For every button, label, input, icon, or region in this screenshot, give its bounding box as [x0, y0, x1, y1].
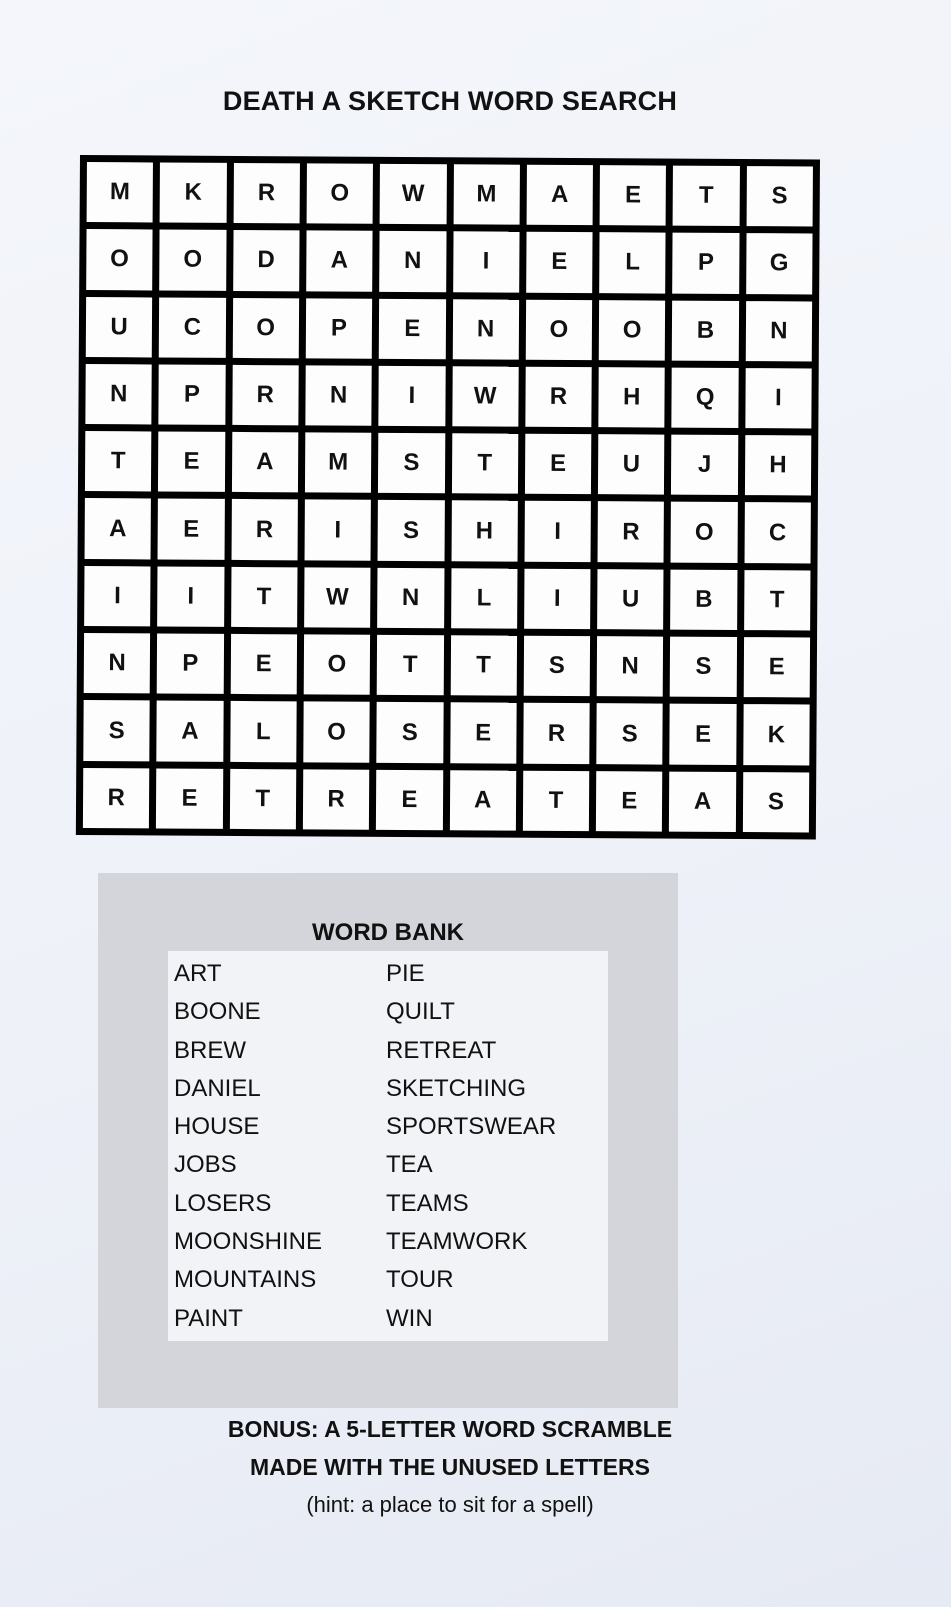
grid-cell: R	[233, 163, 300, 224]
word-bank-item: DANIEL	[174, 1074, 261, 1102]
grid-cell: H	[745, 435, 812, 496]
word-bank-item: SPORTSWEAR	[386, 1113, 557, 1141]
grid-cell: S	[746, 166, 813, 227]
word-bank-item: BREW	[174, 1036, 246, 1064]
grid-cell: M	[305, 433, 372, 494]
grid-cell: E	[230, 634, 297, 695]
grid-cell: S	[523, 636, 590, 697]
grid-cell: R	[83, 768, 150, 829]
word-bank-panel	[98, 873, 678, 1408]
grid-cell: E	[596, 771, 663, 832]
grid-cell: I	[84, 566, 151, 627]
grid-cell: O	[599, 300, 666, 361]
grid-cell: A	[306, 231, 373, 292]
word-bank-item: ART	[174, 960, 222, 987]
grid-cell: W	[452, 366, 519, 427]
word-bank-item: TEAMS	[386, 1189, 469, 1217]
grid-cell: I	[453, 232, 520, 293]
grid-cell: E	[450, 703, 517, 764]
grid-cell: T	[451, 433, 518, 494]
grid-cell: M	[87, 162, 154, 223]
grid-cell: R	[523, 703, 590, 764]
grid-cell: E	[600, 165, 667, 226]
word-bank-column-right	[386, 955, 556, 1338]
grid-cell: O	[232, 298, 299, 359]
grid-cell: N	[305, 365, 372, 426]
grid-cell: E	[743, 637, 810, 698]
word-bank-item: MOONSHINE	[174, 1228, 323, 1256]
grid-cell: U	[86, 297, 153, 358]
word-search-grid	[76, 155, 820, 840]
grid-cell: E	[376, 770, 443, 831]
bonus-hint: (hint: a place to sit for a spell)	[306, 1492, 594, 1517]
grid-cell: A	[449, 770, 516, 831]
word-bank-item: HOUSE	[174, 1113, 260, 1141]
word-bank-item: MOUNTAINS	[174, 1266, 317, 1294]
grid-cell: R	[303, 769, 370, 830]
grid-cell: B	[671, 569, 738, 630]
bonus-section	[0, 1410, 900, 1524]
word-bank-column-left	[174, 955, 322, 1338]
grid-cell: W	[380, 164, 447, 225]
grid-cell: I	[745, 368, 812, 429]
grid-cell: T	[673, 166, 740, 227]
grid-cell: I	[304, 500, 371, 561]
grid-cell: H	[451, 501, 518, 562]
grid-cell: P	[673, 233, 740, 294]
grid-cell: S	[378, 433, 445, 494]
grid-cell: A	[232, 432, 299, 493]
grid-cell: T	[85, 431, 152, 492]
grid-cell: H	[598, 367, 665, 428]
word-bank-item: SKETCHING	[386, 1074, 527, 1102]
grid-cell: T	[377, 635, 444, 696]
grid-cell: N	[452, 299, 519, 360]
grid-cell: U	[597, 569, 664, 630]
grid-cell: N	[745, 301, 812, 362]
grid-cell: K	[160, 162, 227, 223]
grid-cell: K	[743, 704, 810, 765]
grid-cell: C	[159, 297, 226, 358]
grid-cell: U	[598, 434, 665, 495]
grid-cell: A	[669, 771, 736, 832]
word-bank-item: JOBS	[174, 1151, 237, 1179]
grid-cell: G	[746, 233, 813, 294]
grid-cell: E	[379, 298, 446, 359]
grid-cell: B	[672, 300, 739, 361]
grid-cell: E	[156, 768, 223, 829]
grid-cell: E	[526, 232, 593, 293]
grid-cell: L	[230, 701, 297, 762]
grid-cell: T	[231, 567, 298, 628]
grid-cell: R	[231, 499, 298, 560]
grid-cell: E	[670, 704, 737, 765]
grid-cell: S	[83, 700, 150, 761]
grid-cell: T	[229, 769, 296, 830]
grid-cell: E	[158, 499, 225, 560]
grid-cell: P	[157, 634, 224, 695]
grid-cell: M	[453, 164, 520, 225]
word-bank-item: BOONE	[174, 998, 261, 1026]
grid-cell: R	[232, 365, 299, 426]
grid-cell: L	[451, 568, 518, 629]
grid-cell: C	[744, 503, 811, 564]
grid-cell: T	[744, 570, 811, 631]
word-bank-item: LOSERS	[174, 1189, 272, 1217]
grid-cell: S	[378, 500, 445, 561]
page-title: DEATH A SKETCH WORD SEARCH	[222, 86, 678, 116]
word-bank-item: PIE	[386, 960, 425, 987]
grid-cell: N	[597, 636, 664, 697]
word-bank-title: WORD BANK	[312, 919, 464, 946]
word-bank-item: TOUR	[386, 1266, 454, 1294]
grid-cell: R	[525, 367, 592, 428]
grid-cell: S	[376, 702, 443, 763]
word-bank-item: QUILT	[386, 998, 455, 1026]
grid-cell: O	[306, 163, 373, 224]
grid-cell: O	[303, 702, 370, 763]
bonus-line-1: BONUS: A 5-LETTER WORD SCRAMBLE	[227, 1416, 673, 1442]
grid-cell: T	[523, 770, 590, 831]
grid-cell: O	[526, 299, 593, 360]
grid-cell: A	[157, 701, 224, 762]
grid-cell: L	[599, 232, 666, 293]
grid-cell: S	[743, 772, 810, 833]
grid-cell: O	[86, 229, 153, 290]
grid-cell: N	[84, 633, 151, 694]
grid-cell: Q	[672, 368, 739, 429]
grid-cell: O	[304, 634, 371, 695]
grid-cell: E	[525, 434, 592, 495]
grid-cell: A	[85, 499, 152, 560]
word-bank-list	[168, 951, 608, 1341]
grid-cell: D	[233, 230, 300, 291]
grid-cell: O	[159, 230, 226, 291]
grid-cell: I	[524, 569, 591, 630]
word-bank-item: TEA	[386, 1151, 433, 1179]
grid-cell: E	[158, 432, 225, 493]
grid-cell: N	[85, 364, 152, 425]
grid-cell: I	[157, 566, 224, 627]
word-bank-item: WIN	[386, 1304, 433, 1332]
word-bank-item: PAINT	[174, 1304, 243, 1332]
grid-cell: S	[596, 704, 663, 765]
word-bank-item: RETREAT	[386, 1036, 497, 1064]
grid-cell: R	[598, 502, 665, 563]
grid-cell: T	[450, 635, 517, 696]
grid-cell: S	[670, 637, 737, 698]
grid-cell: N	[377, 568, 444, 629]
grid-cell: I	[379, 366, 446, 427]
bonus-line-2: MADE WITH THE UNUSED LETTERS	[250, 1454, 650, 1480]
grid-cell: A	[526, 165, 593, 226]
grid-cell: I	[524, 501, 591, 562]
grid-cell: J	[671, 435, 738, 496]
grid-cell: N	[379, 231, 446, 292]
grid-cell: W	[304, 567, 371, 628]
grid-cell: P	[306, 298, 373, 359]
grid-cell: O	[671, 502, 738, 563]
word-bank-item: TEAMWORK	[386, 1228, 528, 1256]
grid-cell: P	[159, 364, 226, 425]
